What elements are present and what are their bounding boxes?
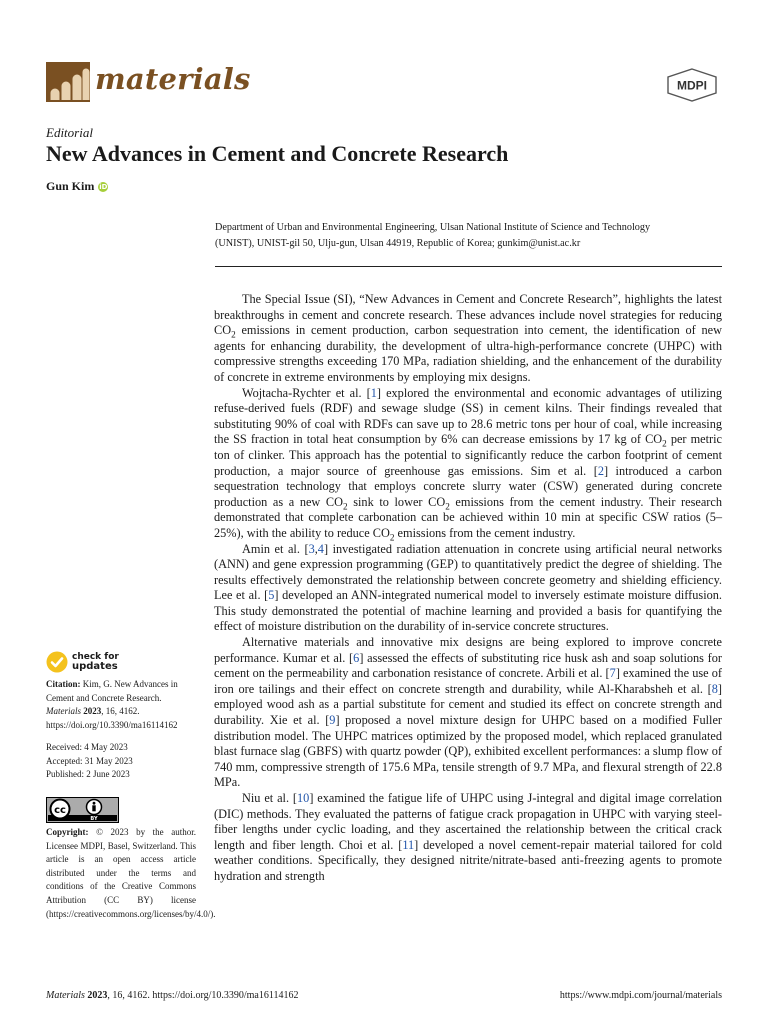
citation-block [46,678,196,732]
citation-text: Kim, G. New Advances in Cement and Concrete Research. [46,679,178,703]
check-for-updates[interactable] [46,651,119,673]
svg-text:cc: cc [54,805,66,816]
copyright-block [46,826,216,921]
article-title: New Advances in Cement and Concrete Research [46,141,509,166]
header-divider [215,266,722,267]
citation-label: Citation: [46,679,81,689]
received-date: Received: 4 May 2023 [46,742,128,752]
reference-link[interactable]: 4 [317,541,324,556]
mdpi-logo-icon [666,68,718,102]
paragraph: The Special Issue (SI), “New Advances in Cement and Concrete Research”, highlights the latest breakthroughs in cement and concrete research. These advances include novel strategies for reducing $CO_2$ emissions in cement production, carbon sequestration into cement, the identification of new agents for enhancing durability, the development of ultra-high-performance concrete (UHPC) with compressive strengths exceeding 170 MPa, radiation shielding, and the enhancement of the durability of concrete in extreme environments by employing mix designs. [214,292,722,384]
author-name: Gun Kim [46,179,95,193]
paragraph: Alternative materials and innovative mix designs are being explored to improve concrete performance. Kumar et al. [6] assessed the effects of substituting rice husk ash and soap solutions for cement on the permeability and carbonation resistance of concrete. Arbili et al. [7] examined the use of iron ore tailings and their effect on concrete strength and durability, while Al-Kharabsheh et al. [8] employed wood ash as a partial substitute for cement and studied its effect on concrete strength and durability. Xie et al. [9] proposed a novel mixture design for UHPC based on a modified Fuller distribution model. The UHPC matrices optimized by the proposed model, which replaced granulated blast furnace slag (GBFS) with quartz powder (QP), exhibited excellent performances: a slump flow of 740 mm, compressive strength of 175.6 MPa, tensile strength of 9.7 MPa, and flexural strength of 22.8 MPa. [214,635,723,790]
subscript: 2 [445,501,450,512]
citation-journal: Materials [46,706,81,717]
footer-journal-url[interactable]: https://www.mdpi.com/journal/materials [559,990,722,1001]
author-affiliation: Department of Urban and Environmental Engineering, Ulsan National Institute of Science and Technology (UNIST), UNIST-gil 50, Ulju-gun, Ulsan 44919, Republic of Korea; gunkim@unist.ac.kr [215,222,651,249]
footer-volume: , 16, 4162. https://doi.org/10.3390/ma16114162 [107,990,299,1001]
paragraph: Niu et al. [10] examined the fatigue life of UHPC using J-integral and digital image correlation (DIC) methods. They evaluated the patterns of fatigue crack propagation in UHPC with varying steel-fiber lengths under cyclic loading, and they ascertained the relationship between the critical crack length and fiber length. Choi et al. [11] developed a novel cement-repair material tailored for cold weather conditions. Specifically, they designed nitrite/nitrate-based anti-freezing agents to promote hydration and strength [214,791,722,883]
orcid-icon[interactable]: iD [99,182,108,191]
check-updates-icon [46,651,68,673]
publisher-name: MDPI [677,78,707,93]
author-line [46,179,108,194]
reference-link[interactable]: 8 [711,681,718,696]
journal-name: materials [95,62,251,96]
citation-year: 2023 [81,706,102,717]
paragraph: Wojtacha-Rychter et al. [1] explored the environmental and economic advantages of utilizing refuse-derived fuels (RDF) and sewage sludge (SS) in cement kilns. Their findings revealed that substituting 90% of coal with RDFs can save up to 28.6 metric tons per hour of coal, while increasing the SS fraction in total heat consumption by 6% can decrease emissions by 17 kg of $CO_2$ per metric ton of clinker. This approach has the potential to significantly reduce the carbon footprint of cement production, a major source of greenhouse gas emissions. Sim et al. [2] introduced a carbon sequestration technology that employs concrete slurry water (CSW) generated during concrete production as a new $CO_2$ sink to lower $CO_2$ emissions from the cement industry. Their research demonstrated that complete carbonation can be achieved within 10 min at specific CSW ratios (5–25%), with the ability to reduce $CO_2$ emissions from the cement industry. [214,385,723,543]
copyright-label: Copyright: [46,827,89,837]
reference-link[interactable]: 3 [308,541,315,556]
accepted-date: Accepted: 31 May 2023 [46,755,133,766]
reference-link[interactable]: 9 [329,713,336,728]
svg-text:BY: BY [90,816,98,823]
footer-journal: Materials [46,990,85,1001]
reference-link[interactable]: 10 [297,791,310,805]
article-body [214,292,722,885]
footer-year: 2023 [84,990,108,1001]
check-updates-line2: updates [72,661,118,672]
reference-link[interactable]: 11 [402,837,415,852]
dates-block [46,741,196,782]
reference-link[interactable]: 2 [597,463,604,478]
subscript: 2 [389,532,395,543]
published-date: Published: 2 June 2023 [46,769,130,780]
reference-link[interactable]: 6 [353,650,360,665]
footer-citation [46,990,299,1001]
check-updates-line1: check for [72,652,119,662]
cc-by-license-icon[interactable] [46,797,119,823]
reference-link[interactable]: 1 [370,385,377,400]
citation-rest: , 16, 4162. https://doi.org/10.3390/ma16114162 [46,706,178,730]
paragraph: Amin et al. [3,4] investigated radiation attenuation in concrete using artificial neural networks (ANN) and gene expression programming (GEP) to quantitatively predict the degree of shielding. The results effectively demonstrated the relationship between concrete geometry and shielding efficiency. Lee et al. [5] developed an ANN-integrated numerical model to inversely estimate moisture diffusion. This study demonstrated the potential of machine learning and provided a basis for quantifying the effect of moisture distribution on the durability of in-service concrete structures. [214,541,722,634]
subscript: 2 [662,438,667,449]
subscript: 2 [231,329,236,340]
subscript: 2 [343,501,348,512]
materials-logo-icon [46,62,90,102]
check-updates-label [72,652,119,672]
reference-link[interactable]: 5 [268,588,275,603]
copyright-text: © 2023 by the author. Licensee MDPI, Basel, Switzerland. This article is an open access article distributed under the terms and conditions of the Creative Commons Attribution (CC BY) license (https://creativecommons.org/licenses/by/4.0/). [46,827,216,919]
reference-link[interactable]: 7 [609,666,616,681]
article-type: Editorial [46,125,93,140]
